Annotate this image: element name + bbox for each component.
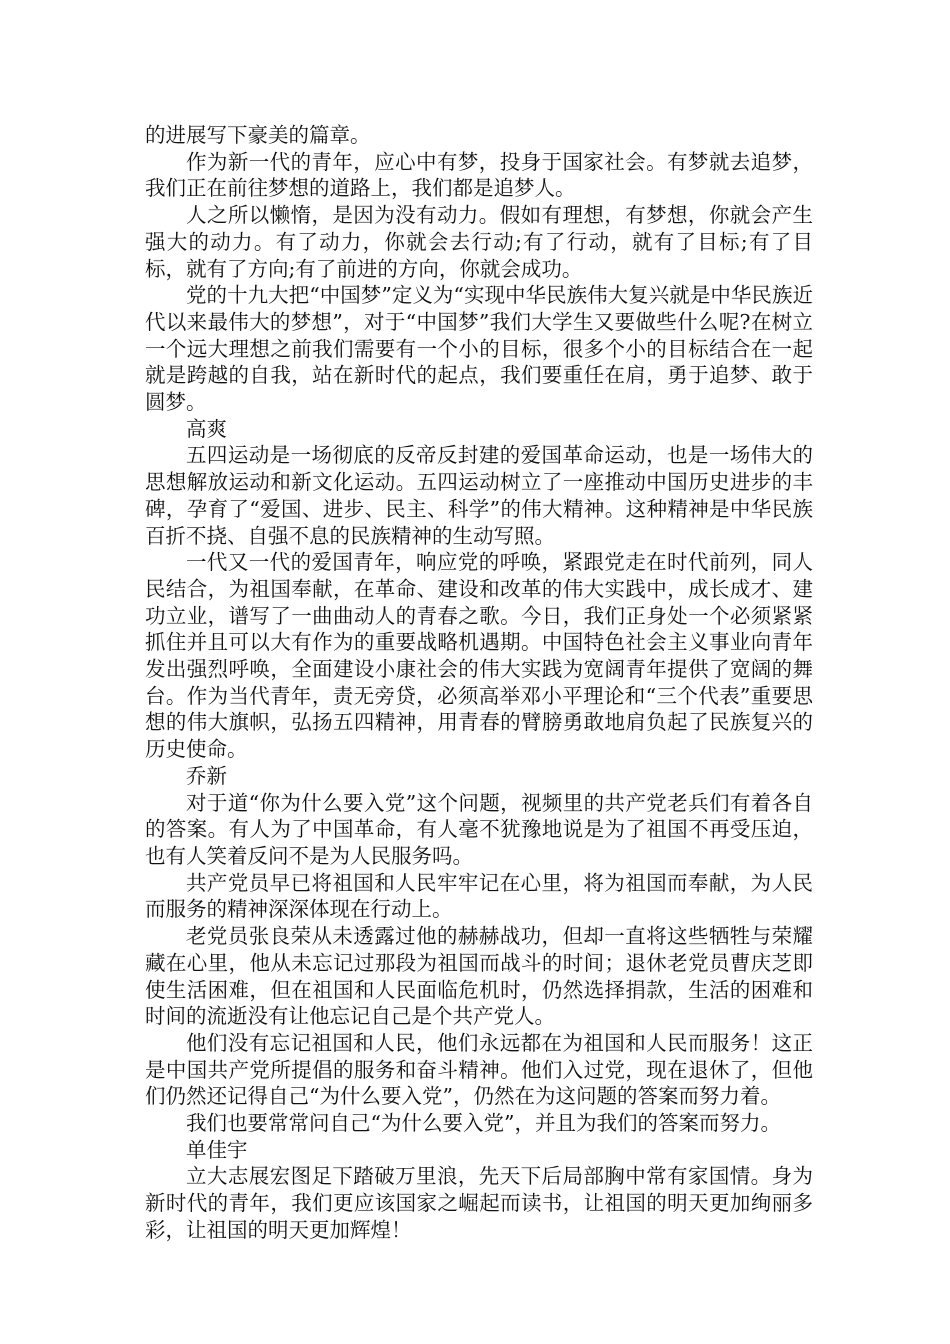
- paragraph: 一代又一代的爱国青年，响应党的呼唤，紧跟党走在时代前列，同人民结合，为祖国奉献，在革命、建设和改革的伟大实践中，成长成才、建功立业，谱写了一曲曲动人的青春之歌。今日，我们正身处一个必须紧紧抓住并且可以大有作为的重要战略机遇期。中国特色社会主义事业向青年发出强烈呼唤，全面建设小康社会的伟大实践为宽阔青年提供了宽阔的舞台。作为当代青年，责无旁贷，必须高举邓小平理论和“三个代表”重要思想的伟大旗帜，弘扬五四精神，用青春的臂膀勇敢地肩负起了民族复兴的历史使命。: [145, 550, 813, 762]
- paragraph: 人之所以懒惰，是因为没有动力。假如有理想，有梦想，你就会产生强大的动力。有了动力，你就会去行动;有了行动，就有了目标;有了目标，就有了方向;有了前进的方向，你就会成功。: [145, 203, 813, 281]
- paragraph: 共产党员早已将祖国和人民牢牢记在心里，将为祖国而奉献，为人民而服务的精神深深体现在行动上。: [145, 870, 813, 922]
- document-page: [145, 122, 813, 1244]
- paragraph: 立大志展宏图足下踏破万里浪，先天下后局部胸中常有家国情。身为新时代的青年，我们更应该国家之崛起而读书，让祖国的明天更加绚丽多彩，让祖国的明天更加辉煌！: [145, 1164, 813, 1242]
- paragraph-continued: 的进展写下豪美的篇章。: [145, 123, 371, 147]
- paragraph: 他们没有忘记祖国和人民，他们永远都在为祖国和人民而服务！这正是中国共产党所提倡的服务和奋斗精神。他们入过党，现在退休了，但他们仍然还记得自己“为什么要入党”，仍然在为这问题的答案而努力着。: [145, 1030, 813, 1109]
- paragraph: 五四运动是一场彻底的反帝反封建的爱国革命运动，也是一场伟大的思想解放运动和新文化运动。五四运动树立了一座推动中国历史进步的丰碑，孕育了“爱国、进步、民主、科学”的伟大精神。这种精神是中华民族百折不挠、自强不息的民族精神的生动写照。: [145, 443, 813, 548]
- paragraph: 老党员张良荣从未透露过他的赫赫战功，但却一直将这些牺牲与荣耀藏在心里，他从未忘记过那段为祖国而战斗的时间；退休老党员曹庆芝即使生活困难，但在祖国和人民面临危机时，仍然选择捐款，生活的困难和时间的流逝没有让他忘记自己是个共产党人。: [145, 924, 813, 1029]
- author-name: 乔新: [186, 763, 227, 788]
- paragraph: 党的十九大把“中国梦”定义为“实现中华民族伟大复兴就是中华民族近代以来最伟大的梦想”，对于“中国梦”我们大学生又要做些什么呢?在树立一个远大理想之前我们需要有一个小的目标，很多个小的目标结合在一起就是跨越的自我，站在新时代的起点，我们要重任在肩，勇于追梦、敢于圆梦。: [145, 283, 813, 415]
- paragraph: 我们也要常常问自己“为什么要入党”，并且为我们的答案而努力。: [186, 1111, 781, 1136]
- author-name: 高爽: [186, 416, 227, 441]
- author-name: 单佳宇: [186, 1137, 248, 1162]
- paragraph: 作为新一代的青年，应心中有梦，投身于国家社会。有梦就去追梦，我们正在前往梦想的道路上，我们都是追梦人。: [145, 149, 813, 201]
- paragraph: 对于道“你为什么要入党”这个问题，视频里的共产党老兵们有着各自的答案。有人为了中国革命，有人毫不犹豫地说是为了祖国不再受压迫，也有人笑着反问不是为人民服务吗。: [145, 790, 813, 868]
